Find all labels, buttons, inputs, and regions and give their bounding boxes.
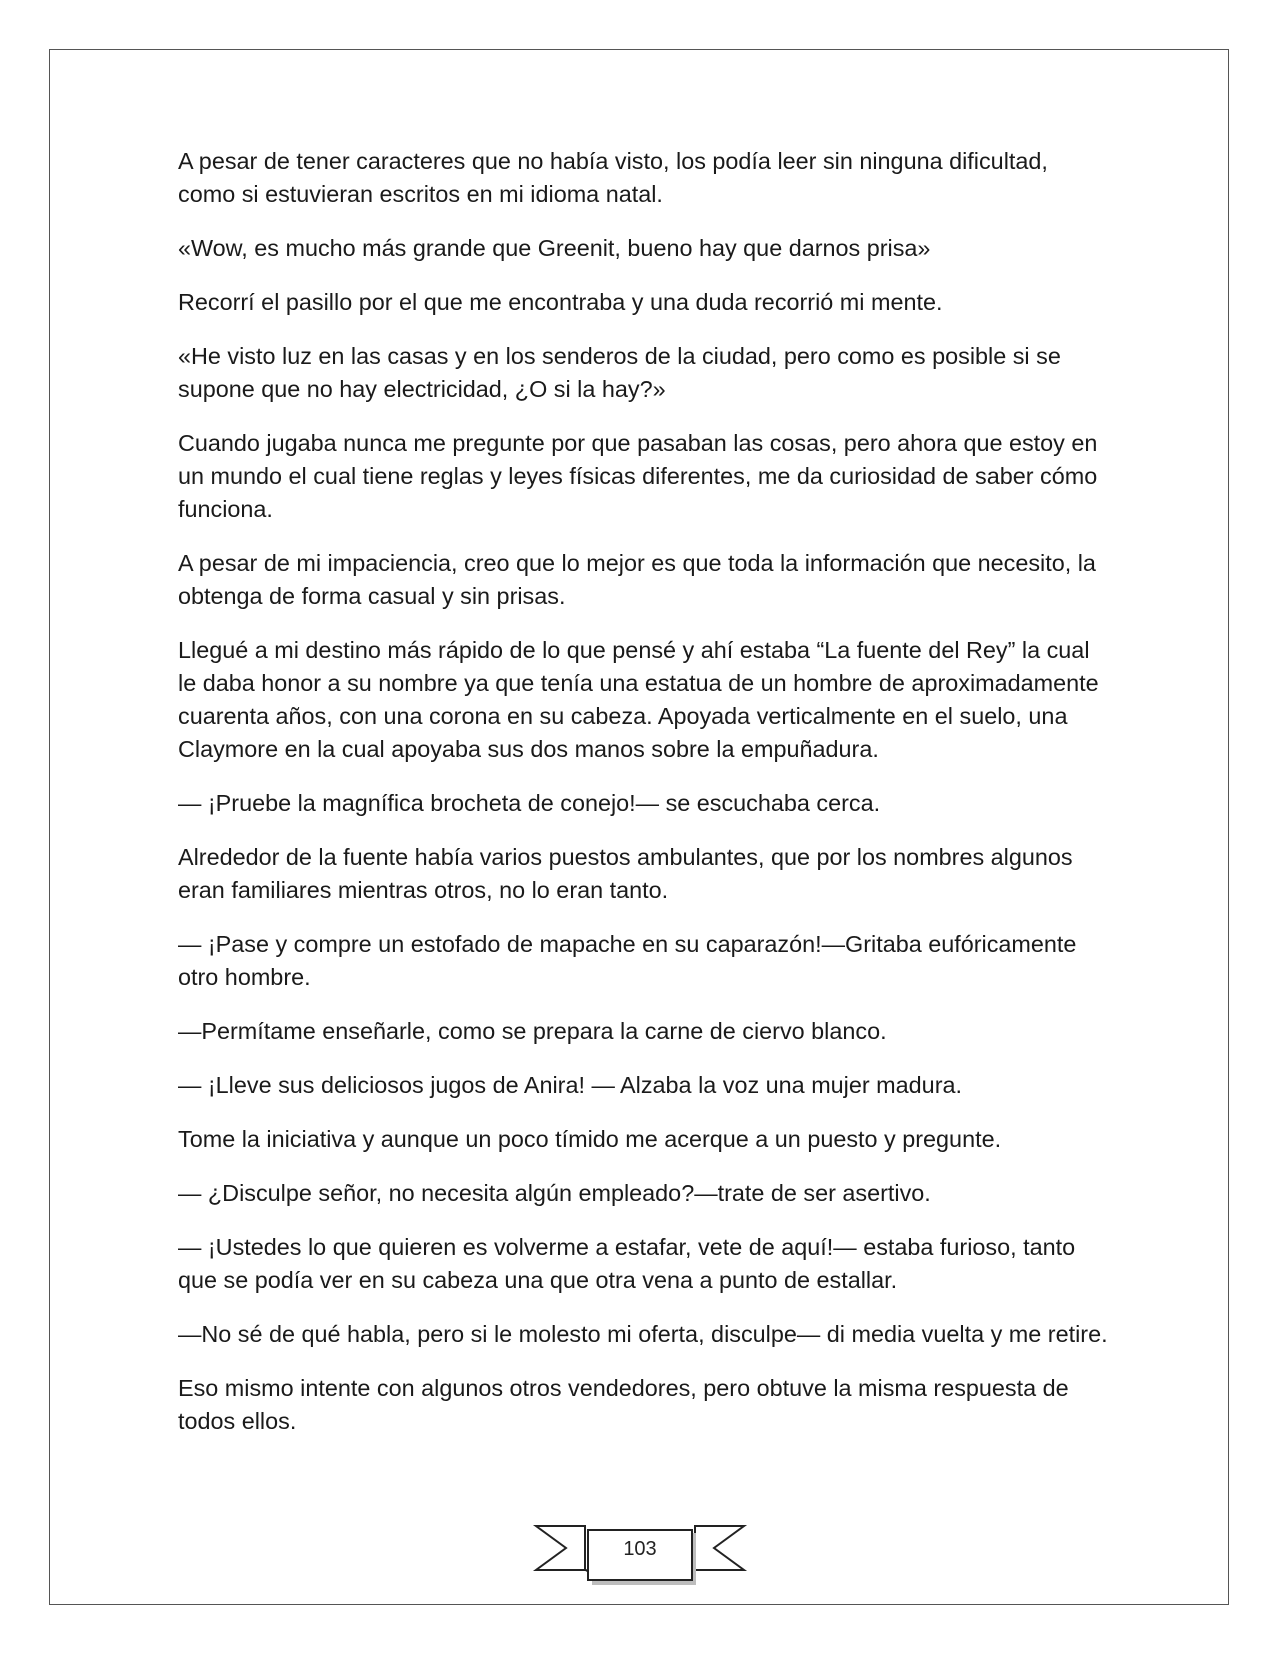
paragraph: — ¡Lleve sus deliciosos jugos de Anira! — Alzaba la voz una mujer madura.: [178, 1072, 962, 1098]
paragraph: «Wow, es mucho más grande que Greenit, bueno hay que darnos prisa»: [178, 235, 931, 261]
paragraph: Tome la iniciativa y aunque un poco tímido me acerque a un puesto y pregunte.: [178, 1126, 1002, 1152]
paragraph: Cuando jugaba nunca me pregunte por que pasaban las cosas, pero ahora que estoy en un mundo el cual tiene reglas y leyes físicas diferentes, me da curiosidad de saber cómo funciona.: [178, 430, 1098, 522]
page-number-ribbon: [530, 1518, 750, 1590]
paragraph: A pesar de tener caracteres que no había visto, los podía leer sin ninguna dificultad, como si estuvieran escritos en mi idioma natal.: [178, 148, 1048, 207]
paragraph: — ¡Ustedes lo que quieren es volverme a estafar, vete de aquí!— estaba furioso, tanto que se podía ver en su cabeza una que otra vena a punto de estallar.: [178, 1234, 1076, 1293]
paragraph: «He visto luz en las casas y en los senderos de la ciudad, pero como es posible si se supone que no hay electricidad, ¿O si la hay?»: [178, 343, 1061, 402]
paragraph: Alrededor de la fuente había varios puestos ambulantes, que por los nombres algunos eran familiares mientras otros, no lo eran tanto.: [178, 844, 1073, 903]
page-number: 103: [623, 1538, 657, 1560]
paragraph: — ¡Pruebe la magnífica brocheta de conejo!— se escuchaba cerca.: [178, 790, 881, 816]
paragraph: —No sé de qué habla, pero si le molesto mi oferta, disculpe— di media vuelta y me retire.: [178, 1321, 1108, 1347]
paragraph: Llegué a mi destino más rápido de lo que pensé y ahí estaba “La fuente del Rey” la cual le daba honor a su nombre ya que tenía una estatua de un hombre de aproximadamente cuarenta años, con una corona en su cabeza. Apoyada verticalmente en el suelo, una Claymore en la cual apoyaba sus dos manos sobre la empuñadura.: [178, 637, 1099, 762]
paragraph: — ¿Disculpe señor, no necesita algún empleado?—trate de ser asertivo.: [178, 1180, 931, 1206]
paragraph: —Permítame enseñarle, como se prepara la carne de ciervo blanco.: [178, 1018, 887, 1044]
paragraph: — ¡Pase y compre un estofado de mapache en su caparazón!—Gritaba eufóricamente otro hombre.: [178, 931, 1077, 990]
paragraph: Recorrí el pasillo por el que me encontraba y una duda recorrió mi mente.: [178, 289, 943, 315]
paragraph: A pesar de mi impaciencia, creo que lo mejor es que toda la información que necesito, la obtenga de forma casual y sin prisas.: [178, 550, 1096, 609]
paragraph: Eso mismo intente con algunos otros vendedores, pero obtuve la misma respuesta de todos ellos.: [178, 1375, 1069, 1434]
page-body: [178, 145, 1108, 1459]
